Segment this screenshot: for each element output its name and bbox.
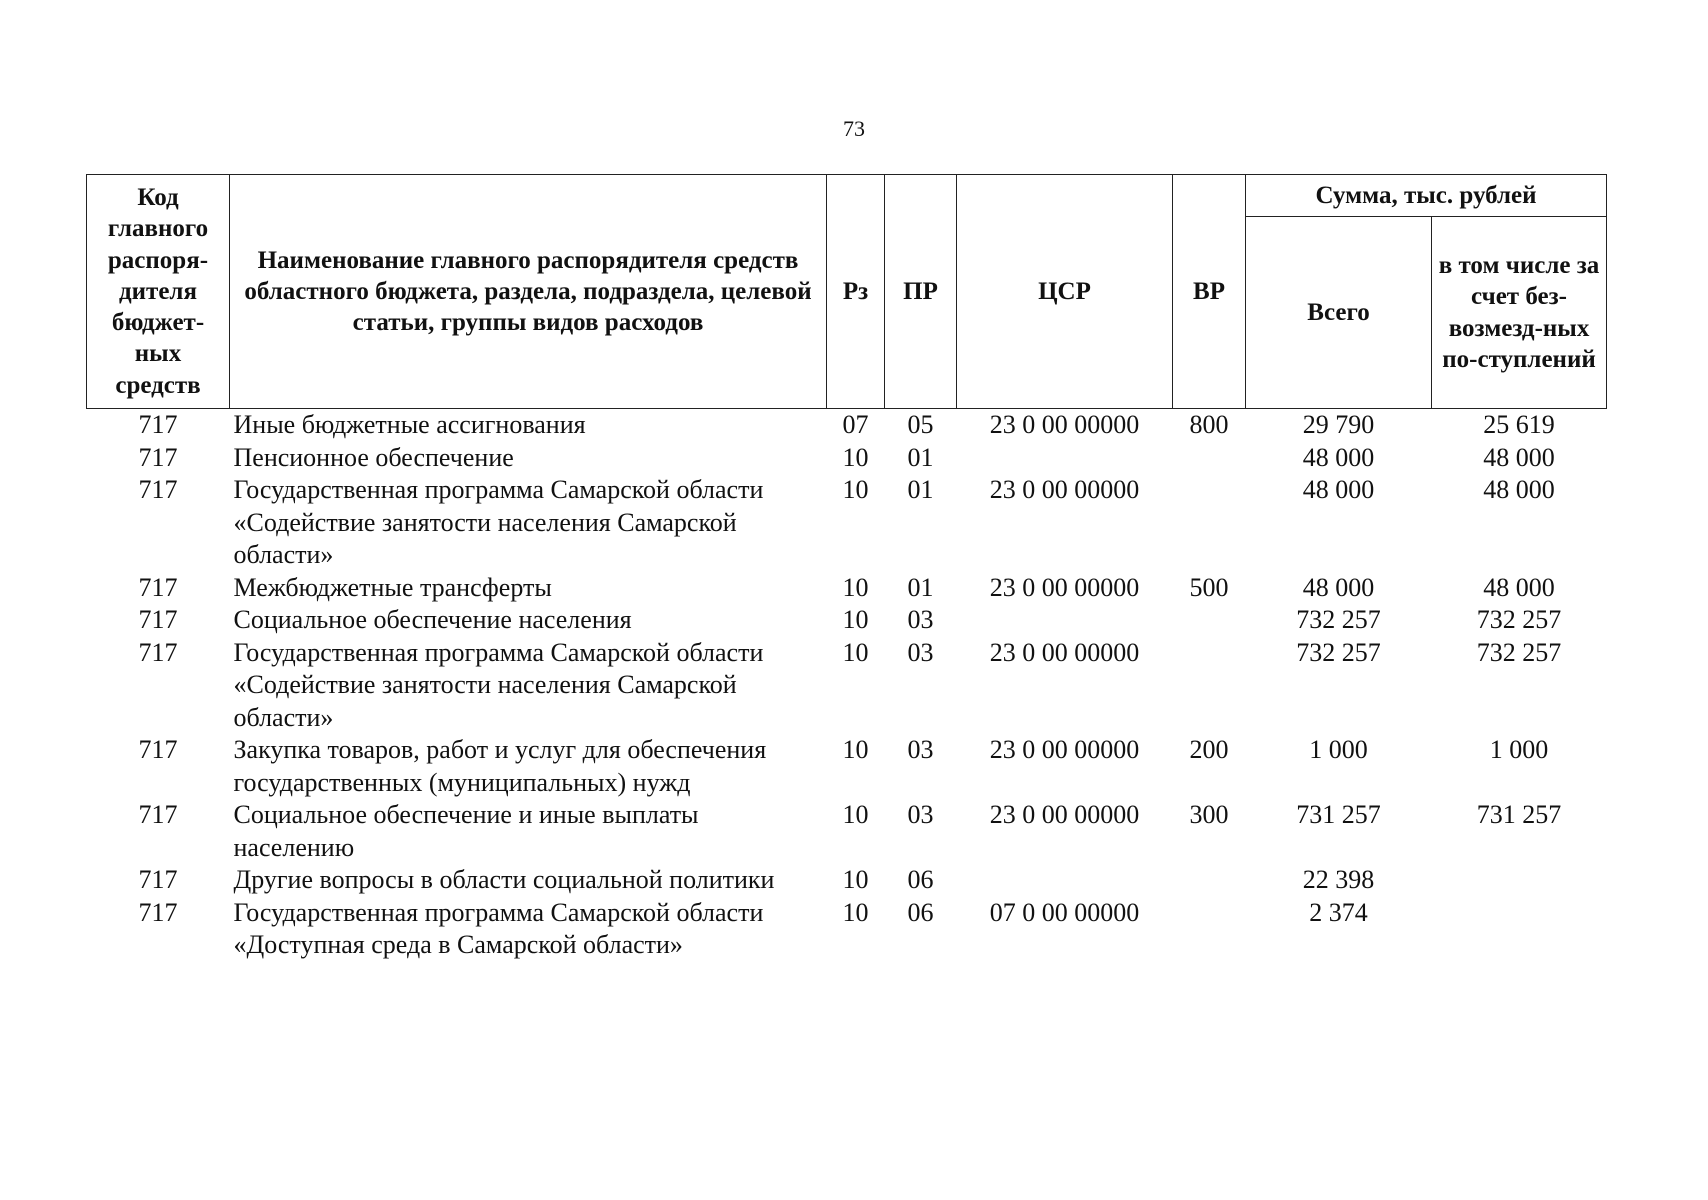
cell-rz: 10: [842, 735, 869, 764]
header-csr: ЦСР: [957, 175, 1173, 409]
cell-incl: 1 000: [1489, 735, 1549, 764]
cell-vr: [1173, 442, 1246, 475]
cell-vr: 800: [1189, 410, 1229, 439]
table-row: [87, 604, 1607, 637]
cell-name: Закупка товаров, работ и услуг для обеспечения государственных (муниципальных) нужд: [233, 735, 767, 797]
cell-pr: 01: [907, 442, 934, 472]
cell-name: Пенсионное обеспечение: [233, 442, 514, 472]
cell-csr: 23 0 00 00000: [989, 572, 1140, 602]
table-row: [87, 409, 1607, 442]
cell-pr: 06: [907, 897, 934, 927]
cell-rz: 07: [842, 410, 869, 439]
cell-vr: [1173, 637, 1246, 735]
cell-rz: 10: [842, 442, 869, 472]
cell-incl: 48 000: [1483, 475, 1555, 504]
cell-vr: 500: [1189, 572, 1229, 602]
cell-incl: 732 257: [1476, 637, 1562, 667]
cell-rz: 10: [842, 605, 869, 634]
cell-code: 717: [138, 572, 178, 602]
cell-csr: 23 0 00 00000: [989, 735, 1140, 764]
cell-incl: 25 619: [1483, 410, 1555, 439]
header-code: Код главного распоря-дителя бюджет-ных средств: [87, 175, 230, 409]
cell-rz: 10: [842, 865, 869, 894]
cell-total: 48 000: [1302, 475, 1375, 504]
cell-code: 717: [138, 605, 178, 634]
cell-pr: 05: [907, 410, 934, 439]
table-row: [87, 442, 1607, 475]
cell-pr: 03: [907, 605, 934, 634]
cell-csr: 23 0 00 00000: [989, 637, 1140, 667]
cell-name: Иные бюджетные ассигнования: [233, 410, 586, 439]
table-row: [87, 474, 1607, 572]
cell-csr: 23 0 00 00000: [989, 410, 1140, 439]
table-header: [87, 175, 1607, 409]
cell-vr: 300: [1189, 800, 1229, 829]
table-row: [87, 897, 1607, 962]
cell-rz: 10: [842, 475, 869, 504]
header-pr: ПР: [885, 175, 957, 409]
cell-total: 732 257: [1296, 637, 1381, 667]
cell-code: 717: [138, 475, 178, 504]
cell-code: 717: [138, 637, 178, 667]
cell-incl: [1432, 897, 1607, 962]
cell-incl: 48 000: [1483, 442, 1555, 472]
cell-rz: 10: [842, 800, 869, 829]
cell-total: 29 790: [1302, 410, 1375, 439]
cell-vr: [1173, 474, 1246, 572]
header-name: Наименование главного распорядителя средств областного бюджета, раздела, подраздела, целевой статьи, группы видов расходов: [230, 175, 827, 409]
cell-name: Государственная программа Самарской области «Доступная среда в Самарской области»: [233, 897, 764, 959]
cell-total: 48 000: [1302, 442, 1375, 472]
cell-code: 717: [138, 442, 178, 472]
cell-incl: 731 257: [1476, 800, 1562, 829]
cell-vr: [1173, 864, 1246, 897]
cell-csr: [957, 864, 1173, 897]
cell-total: 1 000: [1309, 735, 1368, 764]
cell-name: Социальное обеспечение населения: [233, 605, 632, 634]
cell-rz: 10: [842, 637, 869, 667]
cell-csr: [957, 604, 1173, 637]
cell-csr: 23 0 00 00000: [989, 800, 1140, 829]
cell-vr: 200: [1189, 735, 1229, 764]
cell-pr: 03: [907, 735, 934, 764]
budget-table: [86, 174, 1607, 962]
header-incl: в том числе за счет без-возмезд-ных по-ступлений: [1432, 217, 1607, 409]
table-row: [87, 734, 1607, 799]
page-number: 73: [843, 116, 865, 141]
cell-name: Социальное обеспечение и иные выплаты населению: [233, 800, 699, 862]
cell-total: 2 374: [1309, 897, 1368, 927]
cell-csr: 23 0 00 00000: [989, 475, 1140, 504]
cell-vr: [1173, 604, 1246, 637]
table-row: [87, 864, 1607, 897]
table-body: [87, 409, 1607, 962]
cell-csr: [957, 442, 1173, 475]
cell-vr: [1173, 897, 1246, 962]
cell-code: 717: [138, 735, 178, 764]
table-row: [87, 637, 1607, 735]
cell-name: Другие вопросы в области социальной политики: [233, 865, 775, 894]
cell-code: 717: [138, 865, 178, 894]
cell-pr: 01: [907, 572, 934, 602]
cell-csr: 07 0 00 00000: [989, 897, 1140, 927]
cell-total: 22 398: [1302, 865, 1375, 894]
header-sum: Сумма, тыс. рублей: [1246, 175, 1607, 217]
cell-code: 717: [138, 800, 178, 829]
header-total: Всего: [1246, 217, 1432, 409]
cell-code: 717: [138, 897, 178, 927]
cell-incl: 48 000: [1483, 572, 1555, 602]
cell-name: Государственная программа Самарской области «Содействие занятости населения Самарской области»: [233, 637, 764, 732]
cell-total: 731 257: [1296, 800, 1381, 829]
cell-total: 48 000: [1302, 572, 1375, 602]
table-row: [87, 572, 1607, 605]
cell-rz: 10: [842, 897, 869, 927]
cell-pr: 03: [907, 637, 934, 667]
header-vr: ВР: [1173, 175, 1246, 409]
cell-name: Межбюджетные трансферты: [233, 572, 552, 602]
header-rz: Рз: [827, 175, 885, 409]
cell-rz: 10: [842, 572, 869, 602]
cell-incl: [1432, 864, 1607, 897]
cell-pr: 01: [907, 475, 934, 504]
cell-incl: 732 257: [1476, 605, 1562, 634]
cell-name: Государственная программа Самарской области «Содействие занятости населения Самарской области»: [233, 475, 764, 569]
table-row: [87, 799, 1607, 864]
cell-pr: 06: [907, 865, 934, 894]
cell-pr: 03: [907, 800, 934, 829]
cell-code: 717: [138, 410, 178, 439]
cell-total: 732 257: [1296, 605, 1381, 634]
